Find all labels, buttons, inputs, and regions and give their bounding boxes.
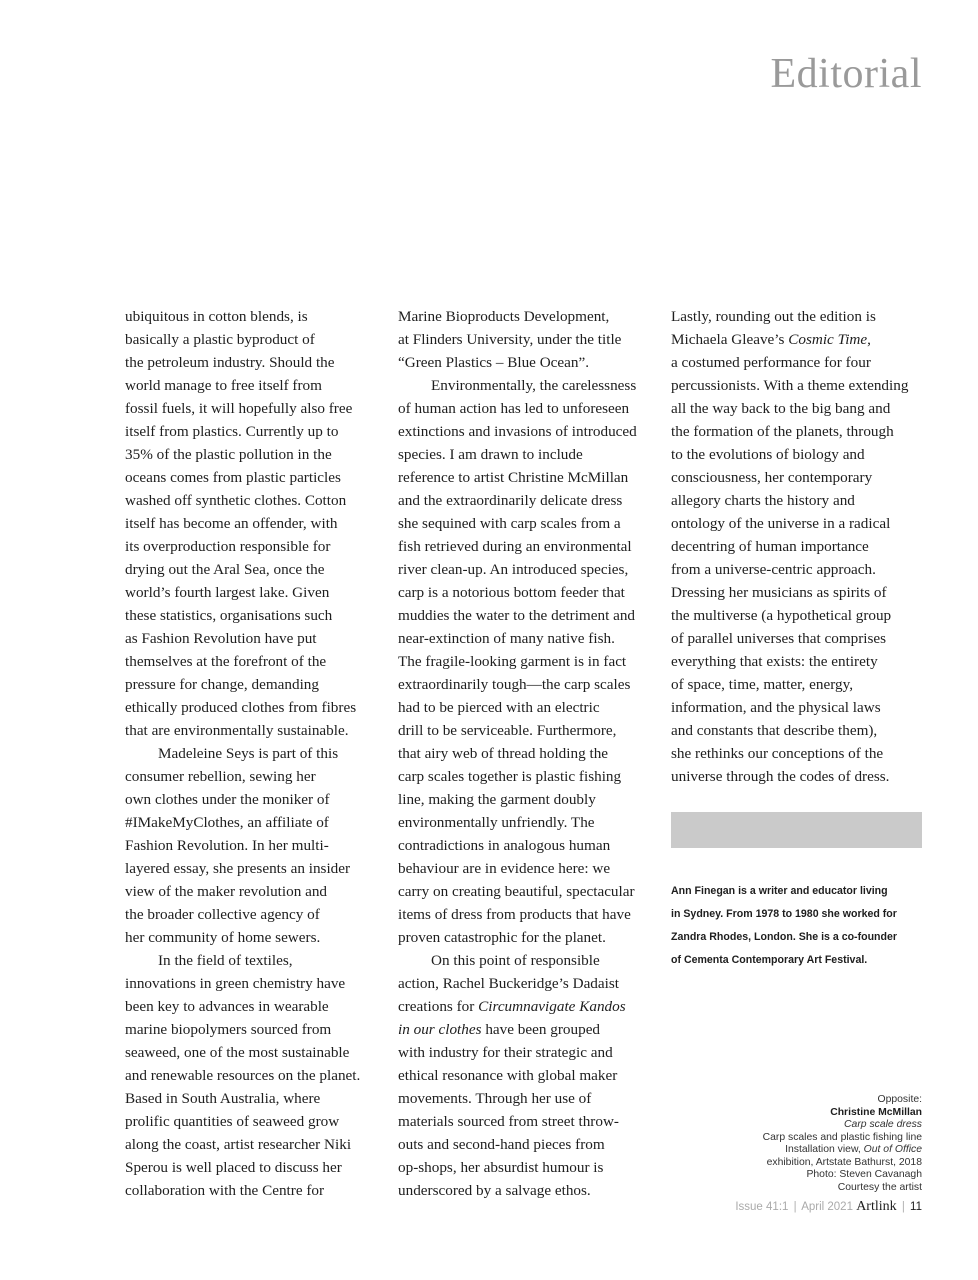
text-line: action, Rachel Buckeridge’s Dadaist (398, 975, 619, 992)
text-line: view of the maker revolution and (125, 883, 328, 900)
text-line: reference to artist Christine McMillan (398, 469, 629, 486)
bio-line: Ann Finegan is a writer and educator living (671, 885, 888, 897)
text-line: items of dress from products that have (398, 906, 631, 923)
paragraph (398, 949, 656, 1202)
text-line: ethically produced clothes from fibres (125, 699, 357, 716)
text-line: she sequined with carp scales from a (398, 515, 621, 532)
text-line: line, making the garment doubly (398, 791, 596, 808)
page-number: 11 (910, 1201, 922, 1213)
text-line: extraordinarily tough—the carp scales (398, 676, 631, 693)
text-line: at Flinders University, under the title (398, 331, 622, 348)
page-footer (735, 1199, 922, 1215)
text-line: world manage to free itself from (125, 377, 322, 394)
text-line: On this point of responsible (431, 952, 600, 969)
footer-separator: | (901, 1201, 905, 1213)
text-line: Marine Bioproducts Development, (398, 308, 610, 325)
footer-separator: | (793, 1201, 797, 1213)
text-line: the petroleum industry. Should the (125, 354, 335, 371)
text-line: 35% of the plastic pollution in the (125, 446, 332, 463)
text-line: species. I am drawn to include (398, 446, 583, 463)
bio-line: of Cementa Contemporary Art Festival. (671, 954, 868, 966)
caption-artist: Christine McMillan (830, 1106, 922, 1118)
text-line: all the way back to the big bang and (671, 400, 891, 417)
text-line: underscored by a salvage ethos. (398, 1182, 591, 1199)
text-line: had to be pierced with an electric (398, 699, 600, 716)
text-line: fish retrieved during an environmental (398, 538, 632, 555)
text-line: allegory charts the history and (671, 492, 855, 509)
paragraph (671, 305, 926, 788)
caption-courtesy: Courtesy the artist (837, 1181, 922, 1193)
text-line: the multiverse (a hypothetical group (671, 607, 892, 624)
bio-line: in Sydney. From 1978 to 1980 she worked for (671, 908, 897, 920)
text-line: the formation of the planets, through (671, 423, 894, 440)
text-line: Fashion Revolution. In her multi- (125, 837, 329, 854)
text-line: environmentally unfriendly. The (398, 814, 595, 831)
text-line: of parallel universes that comprises (671, 630, 887, 647)
text-line: these statistics, organisations such (125, 607, 333, 624)
caption-label: Opposite: (877, 1094, 922, 1105)
text-line: everything that exists: the entirety (671, 653, 878, 670)
text-line: movements. Through her use of (398, 1090, 592, 1107)
text-line: Environmentally, the carelessness (431, 377, 637, 394)
text-line: behaviour are in evidence here: we (398, 860, 611, 877)
text-line: decentring of human importance (671, 538, 869, 555)
text-line: The fragile-looking garment is in fact (398, 653, 627, 670)
text-line: she rethinks our conceptions of the (671, 745, 884, 762)
text-line: seaweed, one of the most sustainable (125, 1044, 350, 1061)
text-line: proven catastrophic for the planet. (398, 929, 606, 946)
text-line: carp is a notorious bottom feeder that (398, 584, 625, 601)
footer-magazine: Artlink (856, 1199, 897, 1214)
caption-photo: Photo: Steven Cavanagh (806, 1169, 922, 1180)
paragraph (398, 305, 656, 374)
author-bio (671, 880, 931, 972)
text-column-1 (125, 305, 380, 1202)
text-line: materials sourced from street throw- (398, 1113, 619, 1130)
text-line: carp scales together is plastic fishing (398, 768, 622, 785)
section-title: Editorial (770, 51, 922, 97)
text-column-3 (671, 305, 926, 788)
text-line: along the coast, artist researcher Niki (125, 1136, 352, 1153)
caption-title-line (662, 1119, 922, 1132)
text-line: themselves at the forefront of the (125, 653, 327, 670)
text-line: as Fashion Revolution have put (125, 630, 317, 647)
text-line: Michaela Gleave’s Cosmic Time, (671, 331, 871, 348)
text-line: carry on creating beautiful, spectacular (398, 883, 635, 900)
text-line: washed off synthetic clothes. Cotton (125, 492, 347, 509)
text-line: #IMakeMyClothes, an affiliate of (125, 814, 329, 831)
text-line: and the extraordinarily delicate dress (398, 492, 623, 509)
text-line: drill to be serviceable. Furthermore, (398, 722, 617, 739)
divider-bar (671, 812, 922, 848)
text-line: creations for Circumnavigate Kandos (398, 998, 626, 1015)
text-line: that are environmentally sustainable. (125, 722, 349, 739)
text-line: from a universe-centric approach. (671, 561, 876, 578)
text-line: been key to advances in wearable (125, 998, 329, 1015)
text-line: marine biopolymers sourced from (125, 1021, 332, 1038)
text-line: In the field of textiles, (158, 952, 293, 969)
text-line: ontology of the universe in a radical (671, 515, 891, 532)
text-line: Lastly, rounding out the edition is (671, 308, 876, 325)
paragraph (398, 374, 656, 949)
text-line: pressure for change, demanding (125, 676, 319, 693)
text-line: to the evolutions of biology and (671, 446, 865, 463)
text-line: consumer rebellion, sewing her (125, 768, 316, 785)
caption-install-title: Out of Office (863, 1144, 922, 1155)
text-line: Based in South Australia, where (125, 1090, 321, 1107)
caption-install (662, 1144, 922, 1157)
caption-install-prefix: Installation view, (785, 1144, 864, 1155)
caption-medium: Carp scales and plastic fishing line (762, 1131, 922, 1143)
text-line: oceans comes from plastic particles (125, 469, 341, 486)
footer-issue: Issue 41:1 (735, 1201, 789, 1213)
bio-line: Zandra Rhodes, London. She is a co-founder (671, 931, 898, 943)
text-line: basically a plastic byproduct of (125, 331, 315, 348)
text-line: muddies the water to the detriment and (398, 607, 636, 624)
text-line: a costumed performance for four (671, 354, 871, 371)
text-line: universe through the codes of dress. (671, 768, 890, 785)
text-column-2 (398, 305, 656, 1202)
text-line: layered essay, she presents an insider (125, 860, 351, 877)
text-line: outs and second-hand pieces from (398, 1136, 605, 1153)
text-line: of space, time, matter, energy, (671, 676, 853, 693)
text-line: prolific quantities of seaweed grow (125, 1113, 340, 1130)
text-line: extinctions and invasions of introduced (398, 423, 637, 440)
text-line: information, and the physical laws (671, 699, 881, 716)
text-line: consciousness, her contemporary (671, 469, 873, 486)
text-line: Dressing her musicians as spirits of (671, 584, 887, 601)
text-line: itself has become an offender, with (125, 515, 338, 532)
text-line: its overproduction responsible for (125, 538, 331, 555)
text-line: the broader collective agency of (125, 906, 320, 923)
caption-exhibition: exhibition, Artstate Bathurst, 2018 (766, 1156, 922, 1168)
text-line: itself from plastics. Currently up to (125, 423, 339, 440)
text-line: percussionists. With a theme extending (671, 377, 909, 394)
text-line: of human action has led to unforeseen (398, 400, 630, 417)
footer-date: April 2021 (801, 1201, 853, 1213)
text-line: her community of home sewers. (125, 929, 321, 946)
text-line: collaboration with the Centre for (125, 1182, 325, 1199)
text-line: that airy web of thread holding the (398, 745, 609, 762)
text-line: “Green Plastics – Blue Ocean”. (398, 354, 590, 371)
text-line: contradictions in analogous human (398, 837, 611, 854)
text-line: and constants that describe them), (671, 722, 878, 739)
text-line: Sperou is well placed to discuss her (125, 1159, 342, 1176)
image-caption (662, 1094, 922, 1194)
paragraph (125, 305, 380, 742)
text-line: river clean-up. An introduced species, (398, 561, 629, 578)
text-line: ubiquitous in cotton blends, is (125, 308, 308, 325)
text-line: own clothes under the moniker of (125, 791, 330, 808)
paragraph (125, 742, 380, 949)
caption-title: Carp scale dress (844, 1119, 922, 1130)
text-line: and renewable resources on the planet. (125, 1067, 361, 1084)
text-line: world’s fourth largest lake. Given (125, 584, 330, 601)
text-line: near-extinction of many native fish. (398, 630, 615, 647)
text-line: with industry for their strategic and (398, 1044, 613, 1061)
text-line: innovations in green chemistry have (125, 975, 346, 992)
text-line: drying out the Aral Sea, once the (125, 561, 325, 578)
text-line: fossil fuels, it will hopefully also free (125, 400, 353, 417)
text-line: in our clothes have been grouped (398, 1021, 601, 1038)
text-line: ethical resonance with global maker (398, 1067, 618, 1084)
text-line: Madeleine Seys is part of this (158, 745, 339, 762)
paragraph (125, 949, 380, 1202)
text-line: op-shops, her absurdist humour is (398, 1159, 604, 1176)
